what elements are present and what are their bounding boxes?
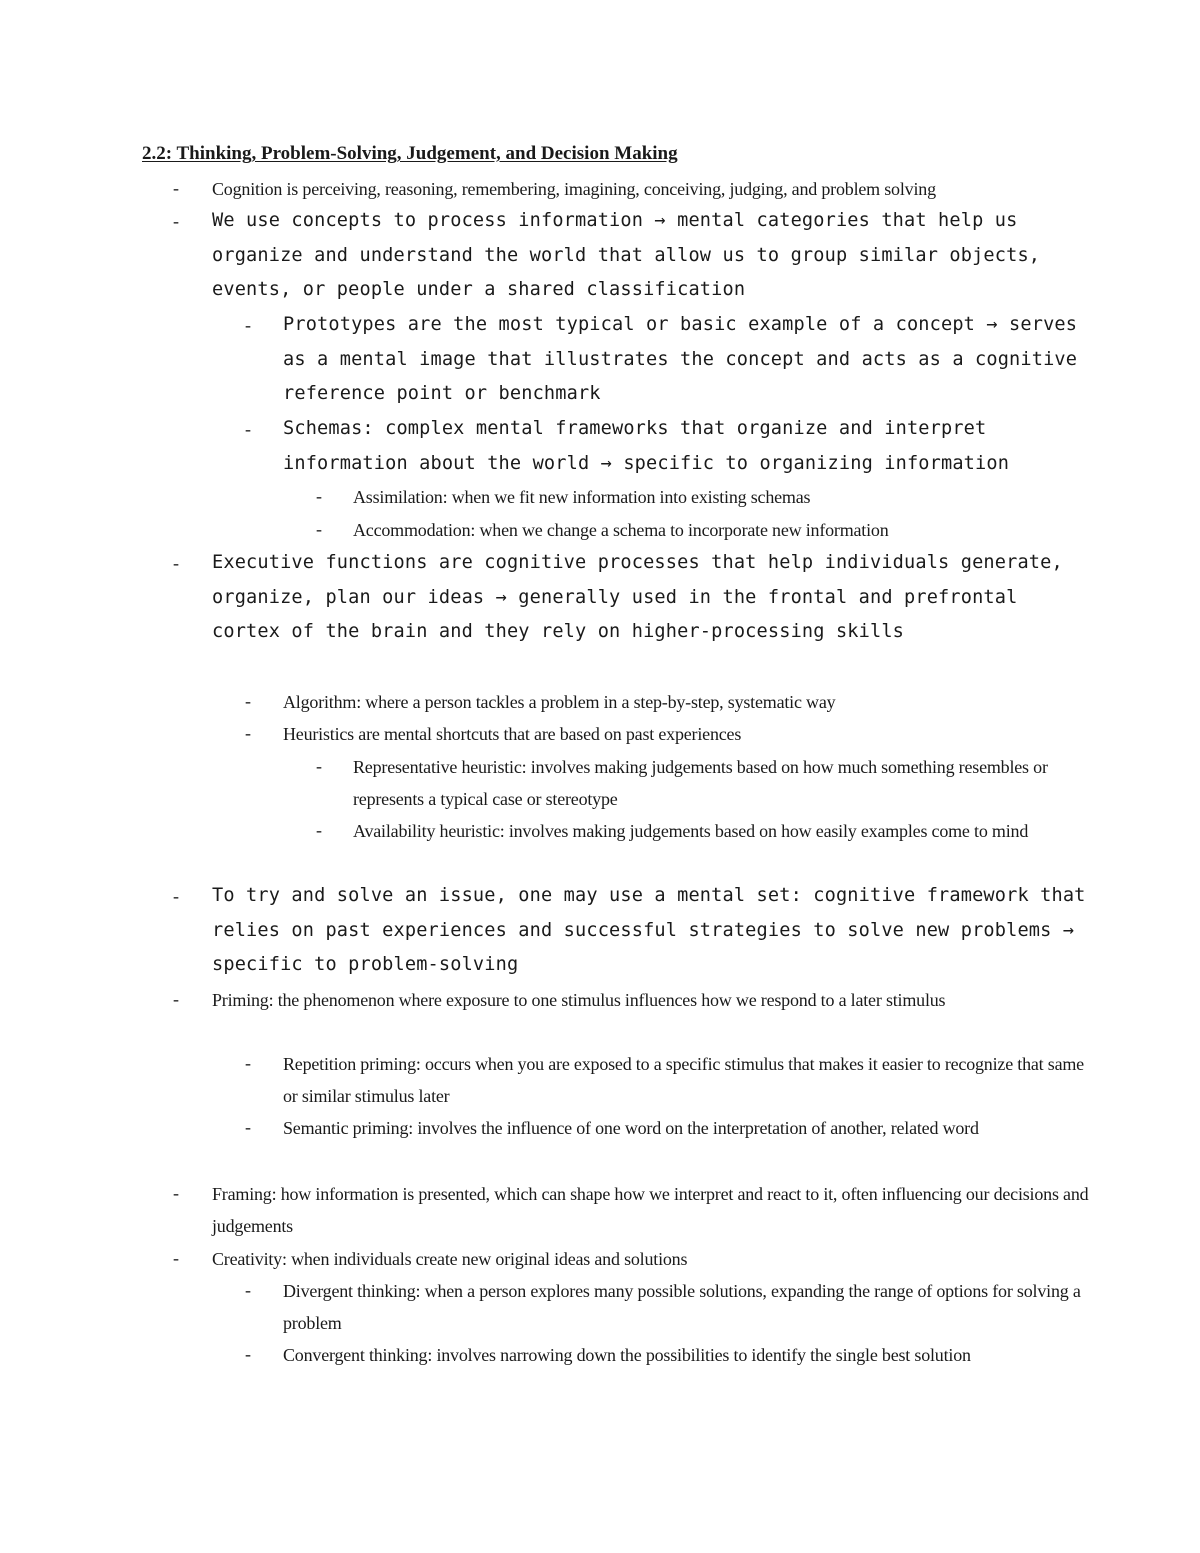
bullet-dash: -: [173, 1183, 179, 1203]
list-item: Executive functions are cognitive processes that help individuals generate, organize, plan our ideas → generally used in the frontal and prefrontal cortex of the brain and they rely on higher-processing skills: [212, 552, 1075, 642]
bullet-dash: -: [245, 691, 251, 711]
list-item: Algorithm: where a person tackles a problem in a step-by-step, systematic way: [283, 692, 836, 712]
bullet-dash: -: [316, 820, 322, 840]
list-item: Prototypes are the most typical or basic example of a concept → serves as a mental image that illustrates the concept and acts as a cognitive reference point or benchmark: [283, 314, 1089, 404]
list-item: Creativity: when individuals create new original ideas and solutions: [212, 1249, 688, 1269]
bullet-dash: -: [245, 1344, 251, 1364]
list-item: Priming: the phenomenon where exposure to one stimulus influences how we respond to a later stimulus: [212, 990, 946, 1010]
bullet-dash: -: [245, 315, 251, 335]
list-item: Assimilation: when we fit new information into existing schemas: [353, 487, 811, 507]
list-item: Schemas: complex mental frameworks that organize and interpret information about the world → specific to organizing information: [283, 418, 1010, 474]
list-item: Semantic priming: involves the influence of one word on the interpretation of another, related word: [283, 1118, 979, 1138]
list-item: Heuristics are mental shortcuts that are based on past experiences: [283, 724, 742, 744]
bullet-dash: -: [245, 1053, 251, 1073]
list-item: Cognition is perceiving, reasoning, remembering, imagining, conceiving, judging, and problem solving: [212, 179, 936, 199]
bullet-dash: -: [245, 1280, 251, 1300]
list-item: Repetition priming: occurs when you are exposed to a specific stimulus that makes it easier to recognize that same or similar stimulus later: [283, 1054, 1089, 1106]
list-item: Convergent thinking: involves narrowing down the possibilities to identify the single best solution: [283, 1345, 971, 1365]
bullet-dash: -: [316, 756, 322, 776]
list-item: Accommodation: when we change a schema to incorporate new information: [353, 520, 889, 540]
list-item: We use concepts to process information → mental categories that help us organize and understand the world that allow us to group similar objects, events, or people under a shared classification: [212, 210, 1052, 300]
list-item: Availability heuristic: involves making judgements based on how easily examples come to mind: [353, 821, 1029, 841]
bullet-dash: -: [173, 178, 179, 198]
bullet-dash: -: [316, 519, 322, 539]
bullet-dash: -: [173, 989, 179, 1009]
bullet-dash: -: [316, 486, 322, 506]
bullet-dash: -: [173, 1248, 179, 1268]
bullet-dash: -: [173, 553, 179, 573]
bullet-dash: -: [173, 886, 179, 906]
page-title: 2.2: Thinking, Problem-Solving, Judgement, and Decision Making: [142, 143, 678, 164]
bullet-dash: -: [245, 419, 251, 439]
list-item: Divergent thinking: when a person explores many possible solutions, expanding the range of options for solving a problem: [283, 1281, 1085, 1333]
list-item: To try and solve an issue, one may use a mental set: cognitive framework that relies on past experiences and successful strategies to solve new problems → specific to problem-solving: [212, 885, 1097, 975]
list-item: Representative heuristic: involves making judgements based on how much something resembles or represents a typical case or stereotype: [353, 757, 1053, 809]
bullet-dash: -: [173, 211, 179, 231]
list-item: Framing: how information is presented, which can shape how we interpret and react to it, often influencing our decisions and judgements: [212, 1184, 1093, 1236]
bullet-dash: -: [245, 723, 251, 743]
bullet-dash: -: [245, 1117, 251, 1137]
